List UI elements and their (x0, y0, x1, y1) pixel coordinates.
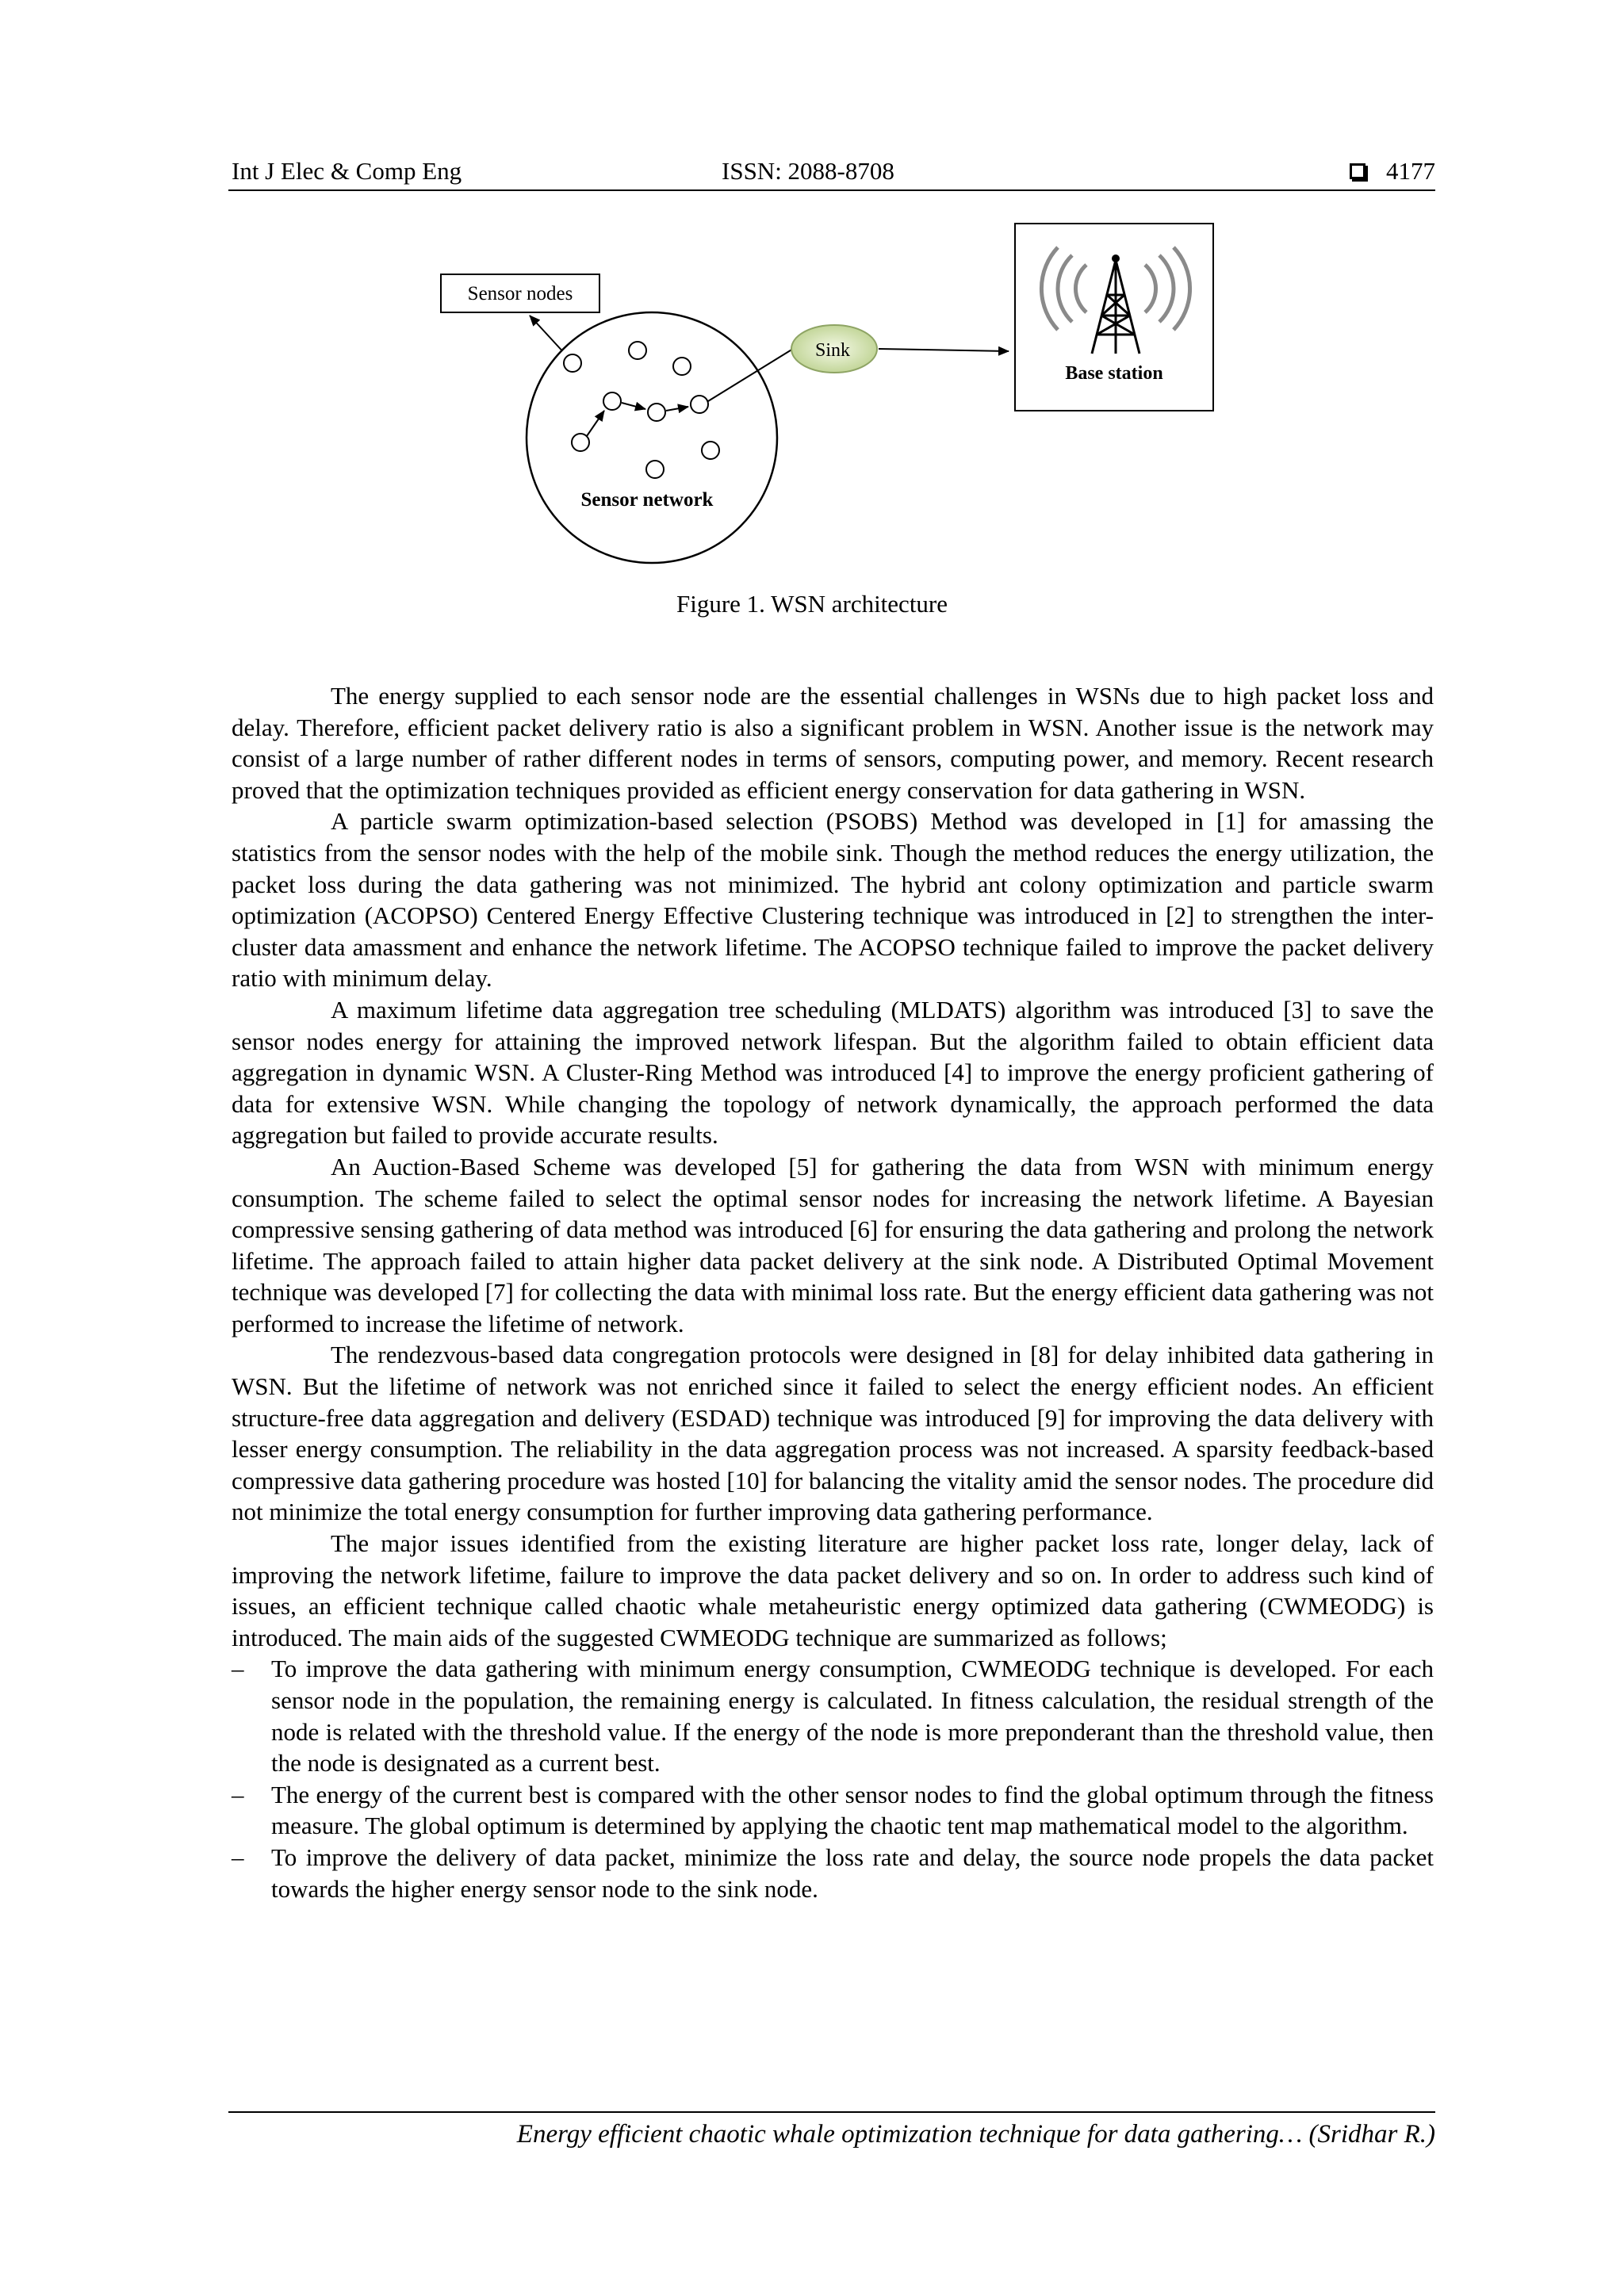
sensor-node (646, 461, 664, 478)
issn: ISSN: 2088-8708 (722, 157, 894, 185)
paragraph-4: An Auction-Based Scheme was developed [5] for gathering the data from WSN with minimum energy consumption. The scheme failed to select the optimal sensor nodes for increasing the network lifetime. A Bayesian compressive sensing gathering of data method was introduced [6] for ensuring the data gathering and prolong the network lifetime. The approach failed to attain higher data packet delivery at the sink node. A Distributed Optimal Movement technique was developed [7] for collecting the data with minimal loss rate. But the energy efficient data gathering was not performed to increase the lifetime of network. (232, 1152, 1434, 1337)
header-rule (228, 189, 1435, 191)
sensor-network-label: Sensor network (580, 489, 714, 511)
sink-to-base-arrow (879, 349, 1009, 351)
paragraph-1: The energy supplied to each sensor node are the essential challenges in WSNs due to high packet loss and delay. Therefore, efficient packet delivery ratio is also a significant problem in WSN. Another issue is the network may consist of a large number of rather different nodes in terms of sensors, computing power, and memory. Recent research proved that the optimization techniques provided as efficient energy conservation for data gathering in WSN. (232, 682, 1434, 804)
page-number: 4177 (1386, 157, 1435, 185)
sensor-node (648, 404, 665, 421)
list-item: – To improve the delivery of data packet, minimize the loss rate and delay, the source node propels the data packet towards the higher energy sensor node to the sink node. (232, 1843, 1434, 1903)
sensor-node (603, 392, 621, 410)
wsn-diagram (0, 214, 1624, 571)
paragraph-6: The major issues identified from the existing literature are higher packet loss rate, longer delay, lack of improving the network lifetime, failure to improve the data packet delivery and so on. In order to address such kind of issues, an efficient technique called chaotic whale metaheuristic energy optimized data gathering (CWMEODG) is introduced. The main aids of the suggested CWMEODG technique are summarized as follows; (232, 1529, 1434, 1651)
list-item: – The energy of the current best is compared with the other sensor nodes to find the global optimum through the fitness measure. The global optimum is determined by applying the chaotic tent map mathematical model to the algorithm. (232, 1780, 1434, 1840)
sensor-node (673, 358, 691, 375)
paragraph-3: A maximum lifetime data aggregation tree scheduling (MLDATS) algorithm was introduced [3] to save the sensor nodes energy for attaining the improved network lifespan. But the algorithm failed to obtain efficient data aggregation in dynamic WSN. A Cluster-Ring Method was introduced [4] to improve the energy proficient gathering of data for extensive WSN. While changing the topology of network dynamically, the approach performed the data aggregation but failed to provide accurate results. (232, 995, 1434, 1150)
dash-bullet: – (232, 1655, 244, 1683)
base-station-label: Base station (1065, 363, 1163, 384)
contribution-list (232, 1653, 1434, 1904)
sensor-node (572, 434, 589, 451)
sensor-node (691, 396, 708, 413)
journal-name: Int J Elec & Comp Eng (232, 157, 462, 185)
paragraph-5: The rendezvous-based data congregation protocols were designed in [8] for delay inhibited data gathering in WSN. But the lifetime of network was not enriched since it failed to select the energy efficient nodes. An efficient structure-free data aggregation and delivery (ESDAD) technique was introduced [9] for improving the data delivery with lesser energy consumption. The reliability in the data aggregation process was not increased. A sparsity feedback-based compressive data gathering procedure was hosted [10] for balancing the vitality amid the sensor nodes. The procedure did not minimize the total energy consumption for further improving data gathering performance. (232, 1341, 1434, 1526)
square-bullet-icon (1350, 163, 1365, 179)
running-footer: Energy efficient chaotic whale optimization technique for data gathering… (Sridhar R.) (516, 2120, 1435, 2149)
dash-bullet: – (232, 1843, 244, 1871)
sensor-nodes-label: Sensor nodes (467, 283, 573, 304)
paragraph-2: A particle swarm optimization-based selection (PSOBS) Method was developed in [1] for amassing the statistics from the sensor nodes with the help of the mobile sink. Though the method reduces the energy utilization, the packet loss during the data gathering was not minimized. The hybrid ant colony optimization and particle swarm optimization (ACOPSO) Centered Energy Effective Clustering technique was introduced in [2] to strengthen the inter-cluster data amassment and enhance the network lifetime. The ACOPSO technique failed to improve the packet delivery ratio with minimum delay. (232, 807, 1434, 993)
sensor-node (629, 342, 646, 359)
sensor-nodes-arrow (530, 316, 566, 355)
page-number-group (1350, 155, 1435, 187)
body-text (232, 680, 1434, 1904)
sensor-node (564, 354, 581, 372)
footer-rule (228, 2111, 1435, 2113)
list-item: – To improve the data gathering with minimum energy consumption, CWMEODG technique is developed. For each sensor node in the population, the remaining energy is calculated. In fitness calculation, the residual strength of the node is related with the threshold value. If the energy of the node is more preponderant than the threshold value, then the node is designated as a current best. (232, 1655, 1434, 1777)
figure-caption: Figure 1. WSN architecture (676, 590, 948, 618)
figure-wsn-architecture (0, 214, 1624, 571)
sensor-node (702, 442, 719, 459)
sensor-network-circle (527, 312, 777, 563)
sink-label: Sink (814, 340, 851, 361)
dash-bullet: – (232, 1780, 244, 1808)
